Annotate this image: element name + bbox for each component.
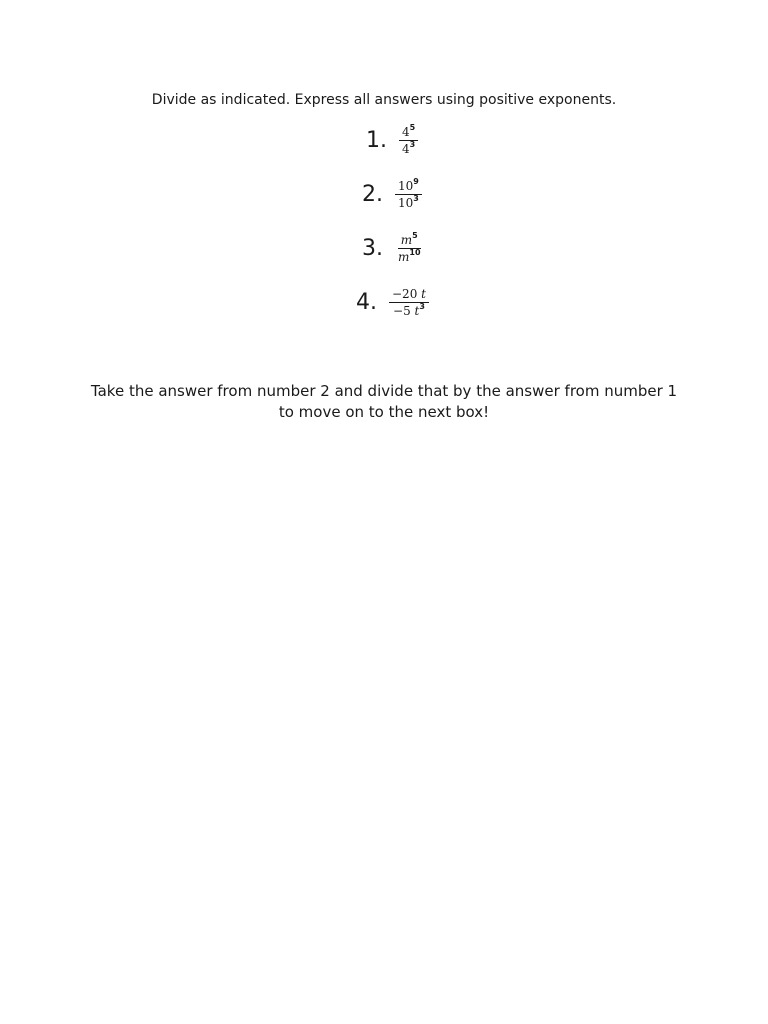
denominator (395, 249, 424, 263)
coefficient: −20 (392, 287, 418, 301)
problem-number: 3. (362, 236, 383, 261)
exponent: 3 (409, 140, 416, 149)
problem-1 (366, 123, 418, 156)
exponent: 3 (413, 194, 419, 203)
problem-3 (362, 231, 424, 264)
exponent: 9 (413, 177, 419, 186)
denominator (390, 303, 428, 317)
base: 10 (398, 179, 414, 193)
exponent: 10 (409, 248, 421, 257)
exponent: 3 (419, 302, 425, 311)
problem-4 (356, 288, 429, 317)
coefficient: −5 (393, 304, 411, 318)
instructions-text: Divide as indicated. Express all answers using positive exponents. (151, 92, 617, 108)
challenge-text: Take the answer from number 2 and divide that by the answer from number 1 to move on to the next box! (90, 382, 678, 421)
problem-number: 2. (362, 182, 383, 207)
variable: m (400, 233, 413, 247)
problem-2 (362, 177, 422, 210)
numerator (395, 177, 422, 195)
exponent: 5 (409, 123, 416, 132)
base: 4 (402, 125, 410, 139)
fraction (395, 177, 422, 210)
fraction (399, 123, 418, 156)
variable: m (398, 250, 410, 264)
numerator (398, 231, 421, 249)
problem-number: 4. (356, 290, 377, 315)
base: 10 (398, 196, 414, 210)
denominator (395, 195, 422, 209)
denominator (399, 141, 418, 155)
base: 4 (402, 142, 410, 156)
fraction (395, 231, 424, 264)
variable: t (414, 304, 420, 318)
numerator (399, 123, 418, 141)
variable: t (421, 287, 426, 301)
exponent: 5 (412, 231, 418, 240)
numerator (389, 288, 429, 303)
problem-number: 1. (366, 128, 387, 153)
fraction (389, 288, 429, 317)
